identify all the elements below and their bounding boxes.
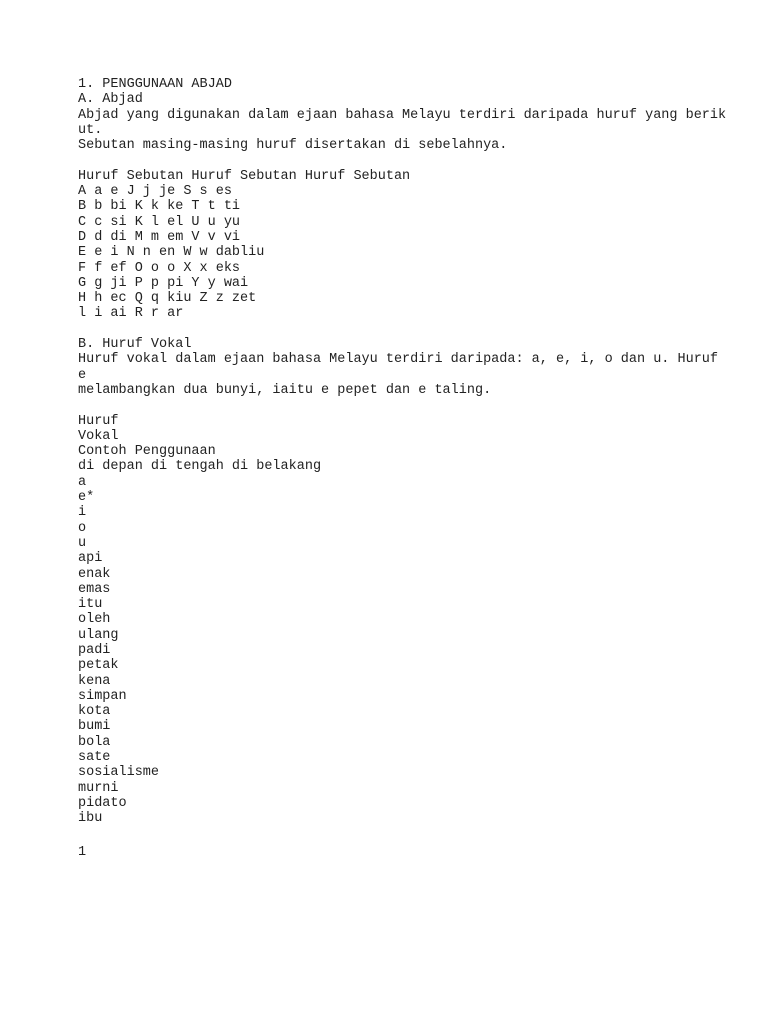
example-word: simpan: [78, 688, 127, 704]
example-word: itu: [78, 597, 103, 613]
spacer: [78, 153, 758, 168]
example-word: bumi: [78, 719, 111, 735]
vowel-table-header: di depan di tengah di belakang: [78, 459, 322, 475]
example-word: api: [78, 551, 103, 567]
vowel-cell: i: [78, 505, 87, 521]
subsection-a-title: A. Abjad: [78, 92, 143, 108]
intro-line-1: Abjad yang digunakan dalam ejaan bahasa Melayu terdiri daripada huruf yang berik: [78, 107, 727, 123]
vowel-cell: u: [78, 535, 87, 551]
vowel-table: [78, 414, 758, 827]
alphabet-row: D d di M m em V v vi: [78, 229, 241, 245]
example-word: pidato: [78, 795, 127, 811]
alphabet-row: F f ef O o o X x eks: [78, 260, 241, 276]
vowel-table-header: Vokal: [78, 428, 119, 444]
vowel-table-header: Huruf: [78, 413, 119, 429]
example-word: ulang: [78, 627, 119, 643]
spacer: [78, 398, 758, 413]
spacer: [78, 322, 758, 337]
alphabet-row: C c si K l el U u yu: [78, 214, 241, 230]
example-word: petak: [78, 658, 119, 674]
alphabet-row: B b bi K k ke T t ti: [78, 199, 241, 215]
alphabet-row: l i ai R r ar: [78, 306, 184, 322]
intro-line-2: ut.: [78, 122, 103, 138]
page-number: 1: [78, 844, 87, 860]
example-word: emas: [78, 581, 111, 597]
example-word: bola: [78, 734, 111, 750]
vowel-cell: o: [78, 520, 87, 536]
example-word: enak: [78, 566, 111, 582]
alphabet-table: [78, 169, 758, 322]
alphabet-table-header: Huruf Sebutan Huruf Sebutan Huruf Sebutan: [78, 168, 411, 184]
document-page: [78, 77, 758, 860]
vowel-para-line-1: Huruf vokal dalam ejaan bahasa Melayu terdiri daripada: a, e, i, o dan u. Huruf: [78, 352, 719, 368]
example-word: kota: [78, 704, 111, 720]
alphabet-row: E e i N n en W w dabliu: [78, 245, 265, 261]
example-word: oleh: [78, 612, 111, 628]
intro-line-3: Sebutan masing-masing huruf disertakan di sebelahnya.: [78, 138, 508, 154]
vowel-para-line-3: melambangkan dua bunyi, iaitu e pepet dan e taling.: [78, 382, 492, 398]
vowel-table-header: Contoh Penggunaan: [78, 444, 216, 460]
alphabet-row: A a e J j je S s es: [78, 184, 232, 200]
example-word: sosialisme: [78, 765, 160, 781]
alphabet-row: H h ec Q q kiu Z z zet: [78, 291, 257, 307]
vowel-cell: e*: [78, 490, 95, 506]
example-word: sate: [78, 750, 111, 766]
example-word: ibu: [78, 811, 103, 827]
spacer: [78, 827, 758, 845]
example-word: murni: [78, 780, 119, 796]
example-word: kena: [78, 673, 111, 689]
alphabet-row: G g ji P p pi Y y wai: [78, 275, 249, 291]
vowel-para-line-2: e: [78, 367, 87, 383]
example-word: padi: [78, 642, 111, 658]
section-heading: 1. PENGGUNAAN ABJAD: [78, 77, 232, 92]
vowel-cell: a: [78, 474, 87, 490]
subsection-b-title: B. Huruf Vokal: [78, 337, 192, 353]
